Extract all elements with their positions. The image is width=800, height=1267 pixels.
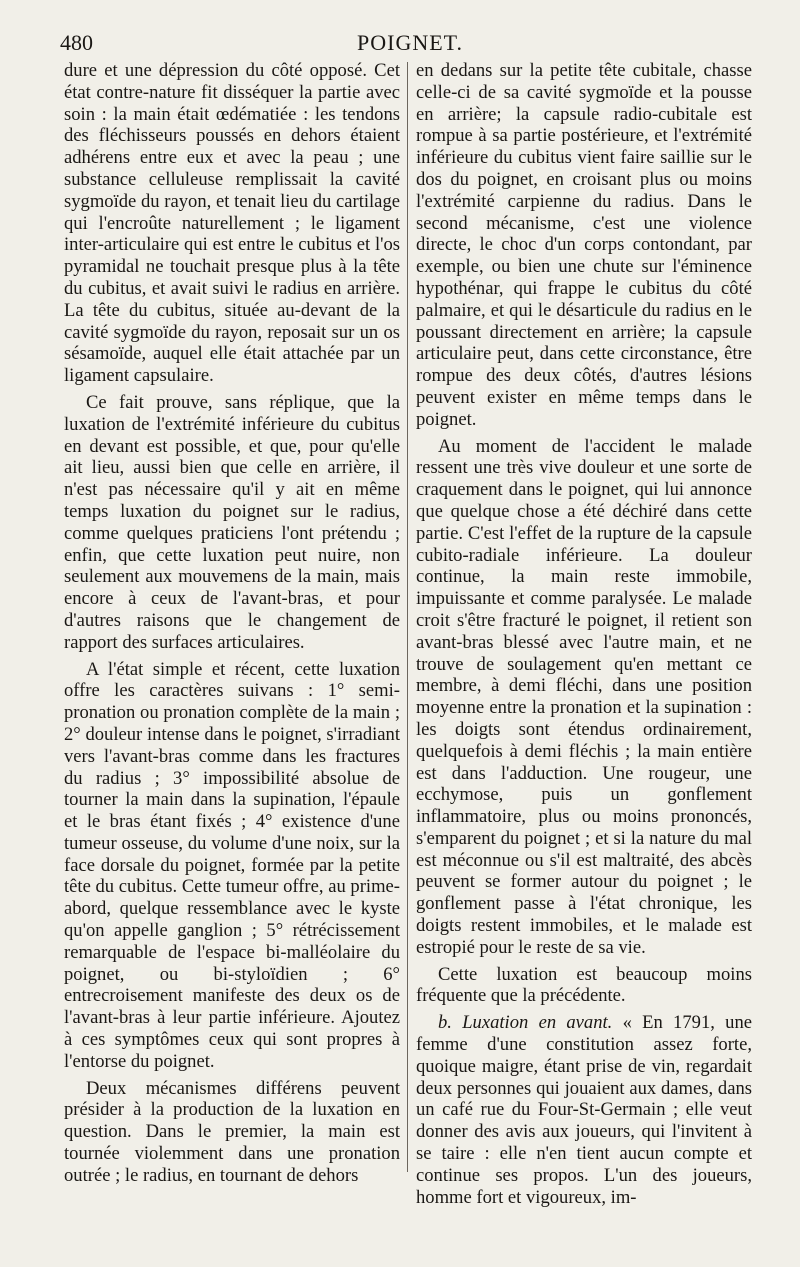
running-title: POIGNET. <box>357 30 463 55</box>
paragraph: Au moment de l'accident le malade ressent une très vive douleur et une sorte de craquement dans le poignet, qui lui annonce que quelque chose a été déchiré dans cette partie. C'est l'effet de la rupture de la capsule cubito-radiale inférieure. La douleur continue, la main reste immobile, impuissante et comme paralysée. Le malade croit s'être fracturé le poignet, il retient son avant-bras blessé avec l'autre main, et ne trouve de soulagement qu'en mettant ce membre, à demi fléchi, dans une position moyenne entre la pronation et la supination : les doigts sont étendus ordinairement, quelquefois à demi fléchis ; la main entière est dans l'adduction. Une rougeur, une ecchymose, puis un gonflement inflammatoire, plus ou moins prononcés, s'emparent du poignet ; et si la nature du mal est méconnue ou s'il est maltraité, des abcès peuvent se former autour du poignet ; le gonflement passe à l'état chronique, les doigts restent immobiles, et le malade est estropié pour le reste de sa vie. <box>416 435 752 958</box>
paragraph-text: « En 1791, une femme d'une constitution assez forte, quoique maigre, étant prise de vin, regardait deux personnes qui jouaient aux dames, dans un café rue du Four-St-Germain ; elle veut donner des avis aux joueurs, qui l'invitent à se taire : elle n'en tient aucun compte et continue ses propos. L'un des joueurs, homme fort et vigoureux, im- <box>416 1012 752 1208</box>
paragraph: Cette luxation est beaucoup moins fréquente que la précédente. <box>416 963 752 1007</box>
paragraph <box>416 1012 752 1208</box>
section-heading: b. Luxation en avant. <box>438 1012 613 1034</box>
paragraph: A l'état simple et récent, cette luxation offre les caractères suivans : 1° semi-pronation ou pronation complète de la main ; 2° douleur intense dans le poignet, s'irradiant vers l'avant-bras comme dans les fractures du radius ; 3° impossibilité absolue de tourner la main dans la supination, l'épaule et le bras étant fixés ; 4° existence d'une tumeur osseuse, du volume d'une noix, sur la face dorsale du poignet, formée par la petite tête du cubitus. Cette tumeur offre, au prime-abord, quelque ressemblance avec le kyste qu'on appelle ganglion ; 5° rétrécissement remarquable de l'espace bi-malléolaire du poignet, ou bi-styloïdien ; 6° entrecroisement manifeste des deux os de l'avant-bras à leur partie inférieure. Ajoutez à ces symptômes ceux qui sont propres à l'entorse du poignet. <box>64 658 400 1072</box>
left-column <box>64 60 400 1250</box>
paragraph: dure et une dépression du côté opposé. Cet état contre-nature fit disséquer la partie avec soin : la main était œdématiée : les tendons des fléchisseurs poussés en dehors étaient adhérens entre eux et avec la peau ; une substance celluleuse remplissait la cavité sygmoïde du rayon, et tenait lieu du cartilage qui l'encroûte naturellement ; le ligament inter-articulaire qui est entre le cubitus et l'os pyramidal ne touchait presque plus à la tête du cubitus, et avait suivi le radius en arrière. La tête du cubitus, située au-devant de la cavité sygmoïde du rayon, reposait sur un os sésamoïde, auquel elle était attachée par un ligament capsulaire. <box>64 60 400 387</box>
right-column <box>416 60 752 1250</box>
page-number: 480 <box>60 30 93 55</box>
column-divider <box>407 62 408 1172</box>
paragraph: Deux mécanismes différens peuvent présider à la production de la luxation en question. Dans le premier, la main est tournée violemment dans une pronation outrée ; le radius, en tournant de dehors <box>64 1077 400 1186</box>
page-header <box>60 30 760 58</box>
paragraph: Ce fait prouve, sans réplique, que la luxation de l'extrémité inférieure du cubitus en devant est possible, et que, pour qu'elle ait lieu, aussi bien que celle en arrière, il n'est pas nécessaire qu'il y ait en même temps luxation du poignet sur le radius, comme quelques praticiens l'ont prétendu ; enfin, que cette luxation peut nuire, non seulement aux mouvemens de la main, mais encore à ceux de l'avant-bras, et pour d'autres raisons que le changement de rapport des surfaces articulaires. <box>64 391 400 653</box>
paragraph: en dedans sur la petite tête cubitale, chasse celle-ci de sa cavité sygmoïde et la pousse en arrière; la capsule radio-cubitale est rompue à sa partie postérieure, et l'extrémité inférieure du cubitus vient faire saillie sur le dos du poignet, en croisant plus ou moins l'extrémité carpienne du radius. Dans le second mécanisme, c'est une violence directe, le choc d'un corps contondant, par exemple, ou bien une chute sur l'éminence hypothénar, qui frappe le cubitus du côté palmaire, et qui le désarticule du radius en le poussant directement en arrière; la capsule articulaire peut, dans cette circonstance, être rompue des deux côtés, d'autres lésions peuvent exister en même temps dans le poignet. <box>416 60 752 430</box>
